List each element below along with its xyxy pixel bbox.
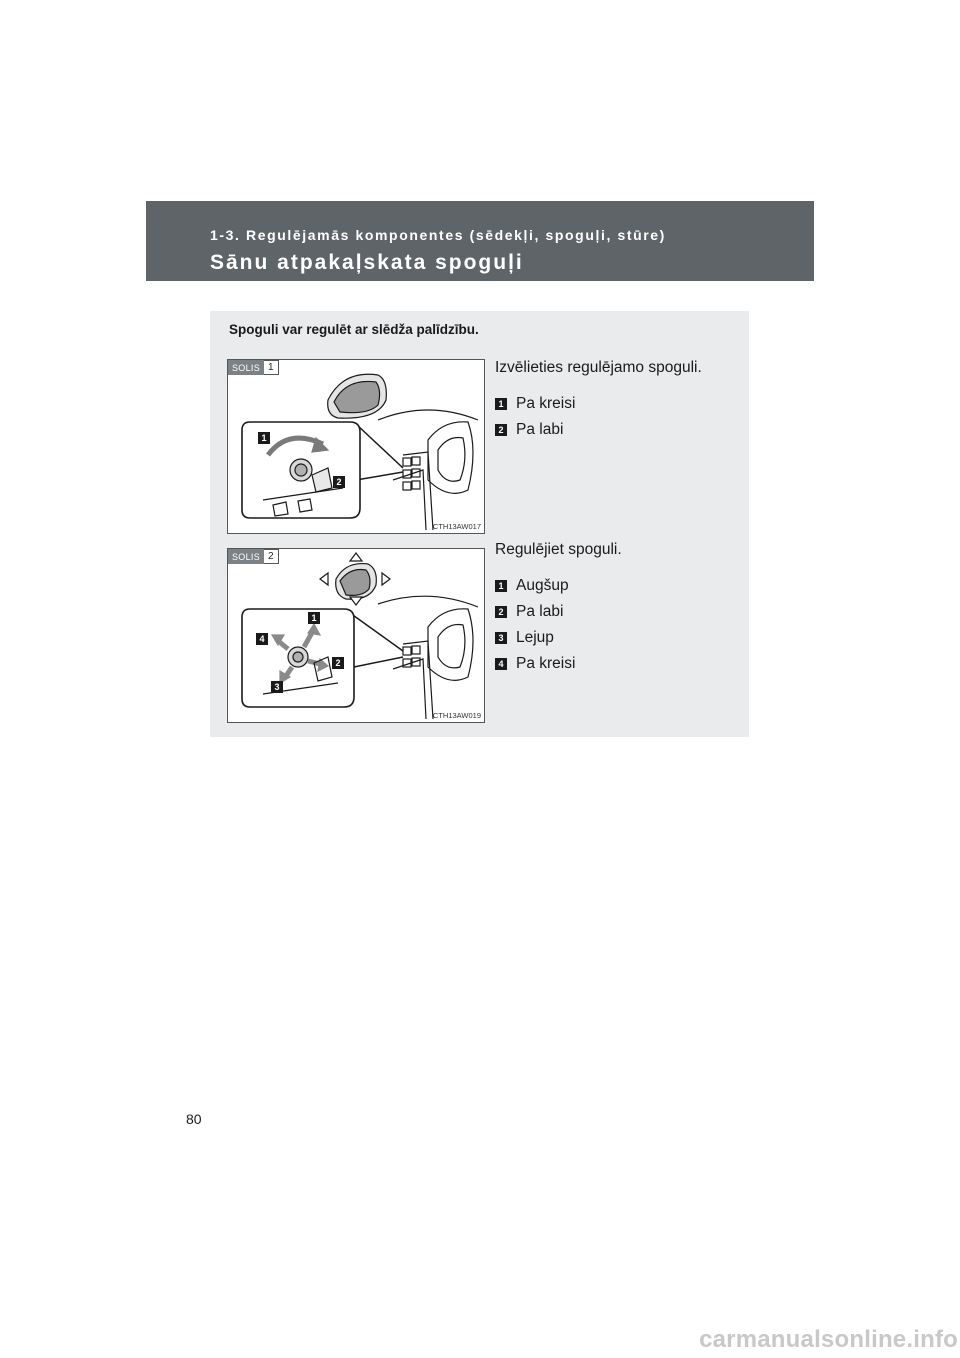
list-item bbox=[495, 391, 745, 417]
step-1-text: Izvēlieties regulējamo spoguli. bbox=[495, 359, 702, 376]
step-tag-2: SOLIS 2 bbox=[228, 549, 279, 564]
number-badge: 1 bbox=[495, 398, 507, 410]
figure-marker-4: 4 bbox=[256, 633, 268, 645]
figure-step-1 bbox=[227, 359, 485, 534]
item-label: Pa labi bbox=[516, 421, 564, 438]
figure-step-2 bbox=[227, 548, 485, 723]
section-label: 1-3. Regulējamās komponentes (sēdekļi, spoguļi, stūre) bbox=[210, 227, 666, 243]
figure-marker-2: 2 bbox=[333, 476, 345, 488]
figure-marker-3: 3 bbox=[271, 681, 283, 693]
number-badge: 4 bbox=[495, 658, 507, 670]
mirror-switch-illustration bbox=[228, 360, 484, 533]
step-2-instructions bbox=[495, 541, 745, 677]
number-badge: 2 bbox=[495, 606, 507, 618]
figure-marker-2: 2 bbox=[332, 657, 344, 669]
step-2-text: Regulējiet spoguli. bbox=[495, 541, 622, 558]
number-badge: 1 bbox=[495, 580, 507, 592]
item-label: Pa labi bbox=[516, 603, 564, 620]
number-badge: 2 bbox=[495, 424, 507, 436]
list-item bbox=[495, 625, 745, 651]
item-label: Pa kreisi bbox=[516, 395, 576, 412]
list-item bbox=[495, 651, 745, 677]
figure-code: CTH13AW017 bbox=[432, 522, 481, 531]
step-1-instructions bbox=[495, 359, 745, 443]
item-label: Pa kreisi bbox=[516, 655, 576, 672]
item-label: Lejup bbox=[516, 629, 554, 646]
item-label: Augšup bbox=[516, 577, 569, 594]
list-item bbox=[495, 417, 745, 443]
watermark: carmanualsonline.info bbox=[699, 1326, 958, 1353]
page-number: 80 bbox=[186, 1111, 202, 1127]
step-tag-1: SOLIS 1 bbox=[228, 360, 279, 375]
figure-marker-1: 1 bbox=[258, 432, 270, 444]
list-item bbox=[495, 573, 745, 599]
content-panel bbox=[210, 311, 749, 737]
figure-marker-1: 1 bbox=[308, 612, 320, 624]
number-badge: 3 bbox=[495, 632, 507, 644]
figure-code: CTH13AW019 bbox=[432, 711, 481, 720]
section-header bbox=[146, 201, 814, 281]
intro-text: Spoguli var regulēt ar slēdža palīdzību. bbox=[229, 322, 479, 337]
page-title: Sānu atpakaļskata spoguļi bbox=[210, 251, 524, 274]
list-item bbox=[495, 599, 745, 625]
